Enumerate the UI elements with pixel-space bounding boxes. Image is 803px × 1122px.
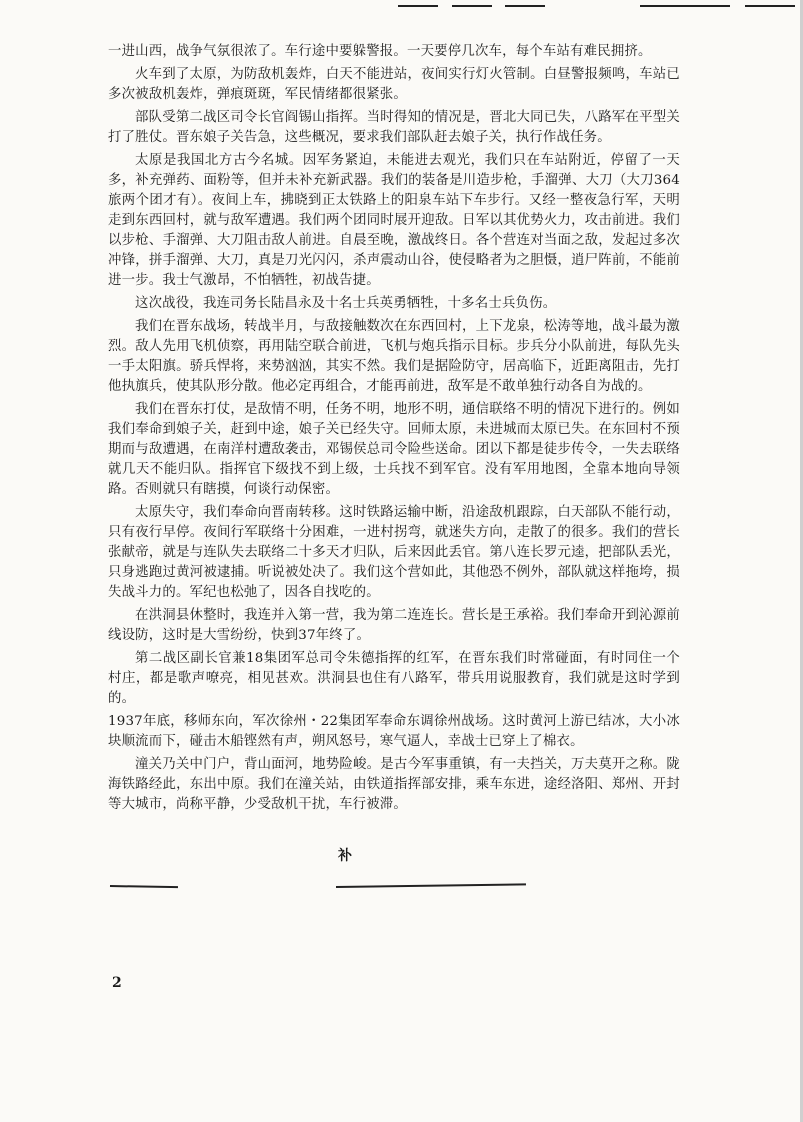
paragraph: 太原是我国北方古今名城。因军务紧迫，未能进去观光，我们只在车站附近，停留了一天多，补充弹药、面粉等，但并未补充新武器。我们的装备是川造步枪，手溜弹、大刀（大刀364旅两个团才有）。夜间上车，拂晓到正太铁路上的阳泉车站下车步行。又经一整夜急行军，天明走到东西回村，就与敌军遭遇。我们两个团同时展开迎敌。日军以其优势火力，攻击前进。我们以步枪、手溜弹、大刀阻击敌人前进。自晨至晚，激战终日。各个营连对当面之敌，发起过多次冲锋，拼手溜弹、大刀，真是刀光闪闪，杀声震动山谷，使侵略者为之胆慑，逍尸阵前，不能前进一步。我士气激昂，不怕牺牲，初战告捷。	[108, 153, 680, 288]
paragraph: 我们在晋东打仗，是敌情不明，任务不明，地形不明，通信联络不明的情况下进行的。例如我们奉命到娘子关，赶到中途，娘子关已经失守。回师太原，未进城而太原已失。在东回村不预期而与敌遭遇，在南洋村遭敌袭击，邓锡侯总司令险些送命。团以下都是徒步传令，一失去联络就几天不能归队。指挥官下级找不到上级，士兵找不到军官。没有军用地图，全靠本地向导领路。否则就只有瞎摸，何谈行动保密。	[108, 402, 680, 497]
paragraph: 在洪洞县休整时，我连并入第一营，我为第二连连长。营长是王承裕。我们奉命开到沁源前线设防，这时是大雪纷纷，快到37年终了。	[108, 608, 680, 643]
paragraph: 太原失守，我们奉命向晋南转移。这时铁路运输中断，沿途敌机跟踪，白天部队不能行动，只有夜行早停。夜间行军联络十分困难，一进村拐弯，就迷失方向，走散了的很多。我们的营长张献帝，就是与连队失去联络二十多天才归队，后来因此丢官。第八连长罗元逵，把部队丢光，只身逃跑过黄河被逮捕。听说被处决了。我们这个营如此，其他恐不例外，部队就这样拖垮，损失战斗力的。军纪也松弛了，因各自找吃的。	[108, 505, 680, 600]
scan-top-rule	[0, 0, 803, 14]
handwritten-annotation: 补	[338, 848, 352, 864]
paragraph: 火车到了太原，为防敌机轰炸，白天不能进站，夜间实行灯火管制。白昼警报频鸣，车站已多次被敌机轰炸，弹痕斑斑，军民情绪都很紧张。	[108, 67, 680, 102]
paragraph: 部队受第二战区司令长官阎锡山指挥。当时得知的情况是，晋北大同已失，八路军在平型关打了胜仗。晋东娘子关告急，这些概况，要求我们部队赶去娘子关，执行作战任务。	[108, 110, 680, 145]
paragraph: 潼关乃关中门户，背山面河，地势险峻。是古今军事重镇，有一夫挡关，万夫莫开之称。陇海铁路经此，东出中原。我们在潼关站，由铁道指挥部安排，乘车东进，途经洛阳、郑州、开封等大城市，尚称平静，少受敌机干扰，车行被滞。	[108, 757, 680, 812]
handwritten-underline	[110, 885, 178, 888]
page-body	[108, 42, 680, 818]
paragraph: 我们在晋东战场，转战半月，与敌接触数次在东西回村，上下龙泉，松涛等地，战斗最为激烈。敌人先用飞机侦察，再用陆空联合前进，飞机与炮兵指示目标。步兵分小队前进，每队先头一手太阳旗。骄兵悍将，来势汹汹，其实不然。我们是据险防守，居高临下，近距离阻击，先打他执旗兵，使其队形分散。他必定再组合，才能再前进，敌军是不敢单独行动各自为战的。	[108, 319, 680, 394]
paragraph: 1937年底，移师东向，军次徐州・22集团军奉命东调徐州战场。这时黄河上游已结冰，大小冰块顺流而下，碰击木船铿然有声，朔风怒号，寒气逼人，幸战士已穿上了棉衣。	[108, 714, 680, 749]
page-number: 2	[112, 975, 122, 991]
paragraph: 一进山西，战争气氛很浓了。车行途中要躲警报。一天要停几次车，每个车站有难民拥挤。	[108, 44, 652, 59]
paragraph: 这次战役，我连司务长陆昌永及十名士兵英勇牺牲，十多名士兵负伤。	[135, 296, 557, 311]
handwritten-underline	[336, 883, 526, 887]
paragraph: 第二战区副长官兼18集团军总司令朱德指挥的红军，在晋东我们时常碰面，有时同住一个村庄，都是歌声嘹亮，相见甚欢。洪洞县也住有八路军，带兵用说服教育，我们就是这时学到的。	[108, 651, 680, 706]
